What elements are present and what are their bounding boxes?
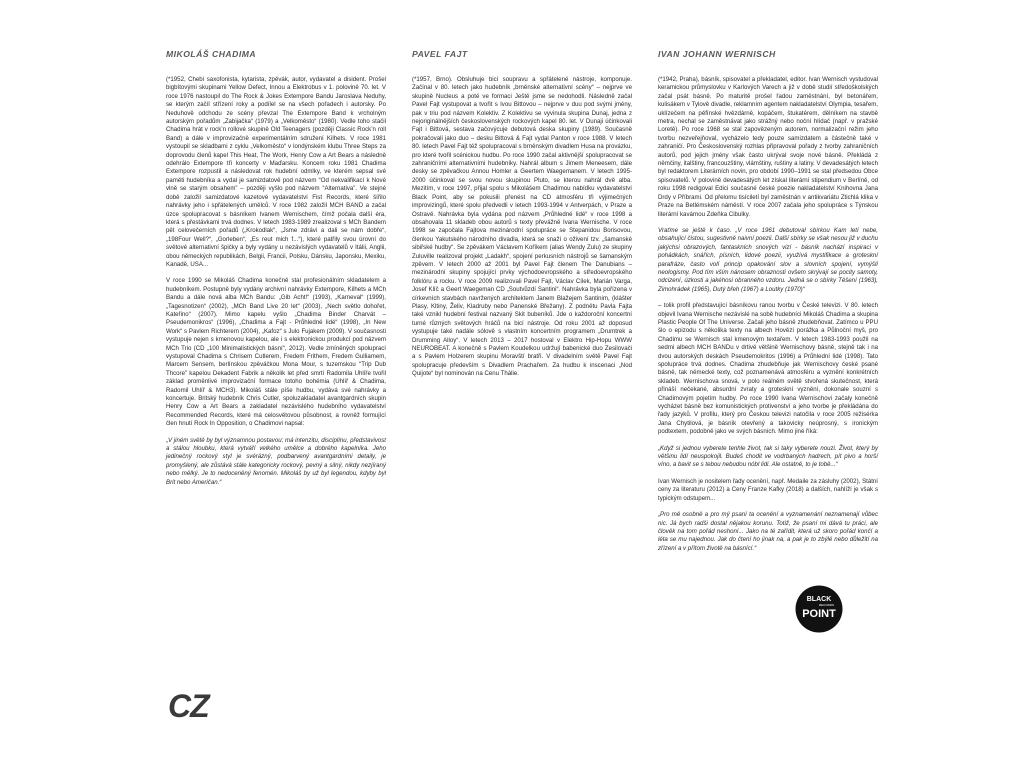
column-pavel-fajt bbox=[412, 50, 632, 387]
quote-paragraph: Vraťme se ještě k časo. „V roce 1961 debutoval sbírkou Kam letí nebe, obsahující čistou, sugestivně naivní poezii. Další sbírky se však nesou již v duchu jakýchsi obrazových, fantaskních snových vizí - básník nachází inspiraci v pohádkách, snářích, písních, lidové poezii, využívá mystifikace a groteskní parafráze, často volí princip opakování slov a slovních spojení, vymýšlí neologismy. Pod tím vším nánosem obraznosti ovšem skrývají se pocity samoty, odcizení, úzkosti a jakéhosi obranného vzdoru. Jedná se o sbírky Těšení (1963), Zimohrádek (1965), Dutý břeh (1967) a Loutky (1970)“ bbox=[658, 226, 878, 293]
logo-side-text: RECORDS bbox=[818, 603, 834, 607]
quote-paragraph: „Pro mě osobně a pro mý psaní ta ocenění a vyznamenání neznamenají vůbec nic. Já bych radši dostal nějakou korunu. Totiž, že psaní mi dává tu práci, ale člověk na tom pořád neshoní... Jako na té zařídit, která už skoro pořád končí a léta se mu najednou. Jak do čtení ho jinak na, a pak je to zbýlé nebo důležití na zřízení a v přítom životě na básnící.“ bbox=[658, 511, 878, 552]
column-heading: MIKOLÁŠ CHADIMA bbox=[166, 49, 257, 59]
paragraph: – tolik profil představující básníkovu ranou tvorbu v České televizi. V 80. letech objevil Ivana Wernische nezávislé na sobě hudebníci Mikoláš Chadima a skupina Plastic People Of The Universe. Začali jeho básně zhudebňovat. Zatímco u PPU šlo o epizodu s několika texty na albech Hovězí porážka a Půlnoční myš, pro Chadimu se Wernisch stal kmenovým textařem. V letech 1983-1993 použil na sedmi albech MCH BANDu v drtivé většině Wernischovy básně, stejně tak i na dvou autorských deskách Pseudemokritos (1996) a Průhlední lidé (1998). Tato spolupráce trvá dodnes. Chadima zhudebňuje jak Wernischovy české psané básně, tak německé texty, což poznamenává atmosféru a vyznění konkrétních skladeb. Wernischova snová, v polo reálném světě stvořená skutečnost, která přináší nečekané, absurdní zvraty a groteskní vyznění, dokonale souzní s Chadimovým pojetím hudby. Po roce 1990 Ivana Wernischovi začaly konečně vycházet básně bez komunistických protivenství a jeho tvorbe je překládána do řady jazyků. V profilu, který pro Českou televizi natočila v roce 2005 režisérka Jana Chytilová, je básník otevřený a takovicky neúprosný, s ironickým podtextem, podobně jako ve svých básních. Mimo jiné říká: bbox=[658, 302, 878, 436]
black-point-records-logo bbox=[795, 585, 843, 633]
paragraph: V roce 1990 se Mikoláš Chadima konečně stal profesionálním skladatelem a hudebníkem. Postupně byly vydány archivní nahrávky Extempore, Kilhets a MCh Bandu a dále nová alba MCh Bandu: „Gib Acht!“ (1993), „Karneval“ (1999), „Tagesnotizen“ (2002), „MCh Band Live 20 let“ (2003), „Nech světlo dohořet, Kateřino“ (2007). Mimo kapelu vyšlo „Chadima Binder Charvát – Pseudemonikros“ (1996), „Chadima a Fajt - Průhledné lidé“ (1998), „In New Work“ s Pavlem Richterem (2004), „Kafoz“ s Julo Fujakem (2009). V současnosti vystupuje nejen s kmenovou kapelou, ale i s elektronickou produkcí pod názvem MCh Trio (CD „100 Minimalistických básní“, 2012). Vedle zmíněných spoluprací vystupoval Chadima s Chrisem Cutlerem, Fredem Frithem, Fredem Gulliamem, Marcem Sensem, berlínskou zpěváčkou Mona Mour, s tuzemskou “Trip Dub Thcore” kapelou Dekadent Fabrik a několik let před smrtí Radomila Uhlíře tvořil základ proměnlivé improvizační formace totoho bohémia (Uhlíř & Chadima, Radomil Uhlíř & MCH3). Mikoláš stále píše hudbu, vydává své nahrávky a koncertuje. Britský hudebník Chris Cutler, spoluzakladatel avantgardních skupin Henry Cow a Art Bears a zakladatel nezávislého hudebního vydavatelství Recommended Records, které má celosvětovou působnost, a rovněž formující člen hnutí Rock In Opposition, o Chadimovi napsal: bbox=[166, 277, 386, 428]
column-heading: PAVEL FAJT bbox=[412, 49, 468, 59]
logo-top-text: BLACK bbox=[806, 596, 832, 603]
paragraph: (*1942, Praha), básník, spisovatel a překladatel, editor. Ivan Wernisch vystudoval keramickou průmyslovku v Karlových Varech a již v době studií středoškolských začal psát básně. Po maturitě prošel řadou zaměstnání, byl betonářem, kulisákem v Tylově divadle, reklamním agentem nakladatelství Olympia, tesařem, uklízečem na pěfínské hvězdárně, kopáčem, štukatérem, dělníkem na stavbě metra, nechal se zaměstnávat jako strážný nebo noční hlídač (např. v pražské Loretě). Po roce 1968 se stal zapovězeným autorem, normalizační režim jeho tvorbu nezveřejňoval, vycházelo tedy pouze samizdatem a částečně také v zahraničí. Pro Československý rozhlas připravoval pořady z tvorby zahraničních autorů, pod jejich jmény však často ukrýval svoje nové básně. Překládá z němčiny, italštiny, francouzštiny, vlámštiny, ruštiny a latiny. V devadesátých letech byl redaktorem Literárních novin, pro období 1990–1991 se stal předsedou Obce spisovatelů. V polovině devadesátých let získal literární stipendium v Berlíně, od roku 1998 redigoval Edici současné české poezie nakladatelství Knihovna Jana Drdy v Příbrami. Od přelomu tisíciletí byl zaměstnán v antikvariátu Ztichlá klika v Praze na Betlémském náměstí. V roce 2007 začala jeho spolupráce s Týnskou literární kavárnou Zdeňka Cibulky. bbox=[658, 76, 878, 218]
paragraph: Ivan Wernisch je nositelem řady ocenění, např. Medaile za zásluhy (2002), Státní ceny za literaturu (2012) a Ceny Franze Kafky (2018) a dalších, nahlíží je však s typickým odstupem... bbox=[658, 477, 878, 502]
quote-paragraph: „Když si jednou vyberete tenhle život, tak si taky vyberete nouzi. Život, který by většinu lidí neuspokojil. Budeš chodit ve vodrbaných hadrech, pít pivo a horší víno, a bavit se s tebou nebudou nóbl lidi. Ale ostatně, to je tobě...“ bbox=[658, 444, 878, 469]
paragraph: (*1957, Brno). Obsluhuje bicí soupravu a spřátelené nástroje, komponuje. Začínal v 80. letech jako hudebník „brněnské alternativní scény“ – nejprve ve skupině Nucleus a poté ve formaci Ještě jsme se nedohodli. Následně začal Pavel Fajt vystupovat a tvořit s Ivou Bittovou – nejprve v duu pod svými jmény, pak v triu pod názvem Kolektiv. Z Kolektivu se vyvinula skupina Dunaj, jedna z nejoriginálnějších československých rockových kapel 80. let. V Dunaji účinkovali Fajt i Bittová, sestava začovýcuje debutová deska skupiny (1989). Současně pokračovali jako duo – desku Bittová & Fajt vydal Panton v roce 1988. V letech 80. letech Pavel Fajt též spolupracoval s brněnským divadlem Husa na provázku, pro které tvořil scénickou hudbu. Po roce 1990 začal aktivnější spolupracovat se zahraničními alternativními hudebníky. Nahrál album s Jimem Meneesem, dále desky se zpěvačkou Annou Homler a Geertem Waegemanem. V letech 1995-2000 účinkoval se svou novou skupinou Pluto, se kterou nahrál dvě alba. Mezitím, v roce 1997, přijal spolu s Mikolášem Chadimou nabídku vydavatelství Black Point, aby se pokusili přenést na CD atmosféru tři výjimečných improvizingů, které spolu předvedli v letech 1993-1994 v Antverpách, v Praze a Ostravě. Nahrávka byla vydána pod názvem „Průhledné lidé“ v roce 1998 a obsahovala 11 skladeb obou autorů s texty převážně Ivana Wernische. V roce 1998 se započala Fajtova mezinárodní spolupráce se Stepanidou Borisovou, členkou Yakutského národního divadla, která se snaží o oživení tzv. „šamanské sibiřské hudby“. Se zpěvákem Václavem Koříkem (alias Wendy Zulu) ze skupiny Zuluville realizoval projekt „Ladakh“, spojení perkusních nástrojů se šamanským zpěvem. V letech 2000 až 2001 byl Pavel Fajt členem The Danubians – mezinárodní skupiny spojující prvky východoevropského a středoevropského folklóru a rocku. V roce 2009 realizovali Pavel Fajt, Václav Cílek, Marián Varga, Josef Klíč a Geert Waegeman CD „Soutvůzdí Santini“. Nahrávka byla pořízena v církevních stavbách navržených architektem Janem Blažejem Santinim, (klášter Plasy, Kltiny, Želiv, Kladruby nebo Panenské Břežany). Z podnětu Pavla Fajta také vznikl hudební festival nazvaný Skit bubeníků. Jde o každoroční koncertní turné různých světových hráčů na bicí nástroje. Od roku 2001 až doposud vystupuje také nadále sólově s vlastním koncertním programem „Drumtrek a Drumming Alloy“. V letech 2013 – 2017 hostoval v Elektro Hip-Hopu WWW NEUROBEAT. A konečně s Pavlem Koudelkou udržují babenické duo Zesilovači a s Pavlem Holzerem skupinu Moravští bratři. V divadelním světě Pavel Fajt spolupracuje především s Divadlem Prachařem. Za hudbu k inscenaci „Nod Quijote“ byl nominován na Cenu Thálie. bbox=[412, 76, 632, 378]
quote-paragraph: „V jiném světě by byl významnou postavou; má intenzitu, disciplínu, představivost a stálou hloubku, která vytváří velkého umělce a dobrého kapelníka. Jeho jedinečný rockový styl je svérázný, podbarvený avantgardními detaily, je promyšlený, ale zůstává stále kategoricky rockový, pevný a silný, nikdy nezjíraný nebo mělký. Je to nedoceněný fenomén. Mikoláš by už byl legendou, kdyby byl Brit nebo Američan.“ bbox=[166, 436, 386, 486]
language-label: CZ bbox=[168, 688, 209, 724]
column-ivan-wernisch bbox=[658, 50, 878, 561]
column-heading: IVAN JOHANN WERNISCH bbox=[658, 49, 776, 59]
logo-main-text: POINT bbox=[802, 608, 836, 620]
column-mikolas-chadima bbox=[166, 50, 386, 495]
paragraph: (*1952, Chebí saxofonista, kytarista, zpěvák, autor, vydavatel a disident. Prošel bigbítovými skupinami Yellow Defect, Innou a Elektrobus v 1. polovině 70. let. V roce 1976 nastoupil do The Rock & Jokes Extempore Bandu Jaroslava Neduhy, se kterým začíl střízení roky a podílel se na všech pořadech i autorsky. Po Neduhově odchodu ze scény převzal The Extempore Band k vrcholným autorským pořadům „Zabijačka“ (1979) a „Velkoměsto“ (1980). Vedle toho stačil Chadima hrát v rock’n rollové skupině Old Teenagers (později Classic Rock’n roll Band) a dále v improvizačně experimentálním sdružení Kilhets. V roce 1981 vystoupil se skladbami z cyklu „Velkoměsto“ v londýnském klubu Three Steps za doprovodu členů kapel This Heat, The Work, Henry Cow a Art Bears a následně odehrálo Extempore tři koncerty v Maďarsku. Koncem roku 1981 Chadima Extempore rozpustil a následovat rok hudební odmlky, ve kterém sepsal své paměti hudebníka a vydal je samizdatově pod názvem “Od nekvalifikací k Nové vlně se starým obsahem” – později vyšlo pod názvem “Alternativa”. Ve stejné době založil samizdatové kazetové vydavatelství Fist Records, které šířilo nahrávky jeho i spřátelených umělců. V roce 1982 založil MCH BAND a začal úzce spolupracovat s básníkem Ivanem Wernischem, čímž počala další éra, která s přestávkami trvá dodnes. V letech 1983-1989 zrealizoval s MCh Bandem pět celovečerních pořadů („Krokodlak“, „Jsme zdrávi a dali se nám dobře“, „198Four Well?“, „Gorleben“, „Es reut mich f...“), které patřily svou úrovní do světové alternativní špičky a byly vydány u nezávislých vydavatelů v Itálii, Anglii, obou německých republikách, Belgii, Francii, Polsku, Dánsku, Japonsku, Mexiku, Kanadě, USA... bbox=[166, 76, 386, 268]
